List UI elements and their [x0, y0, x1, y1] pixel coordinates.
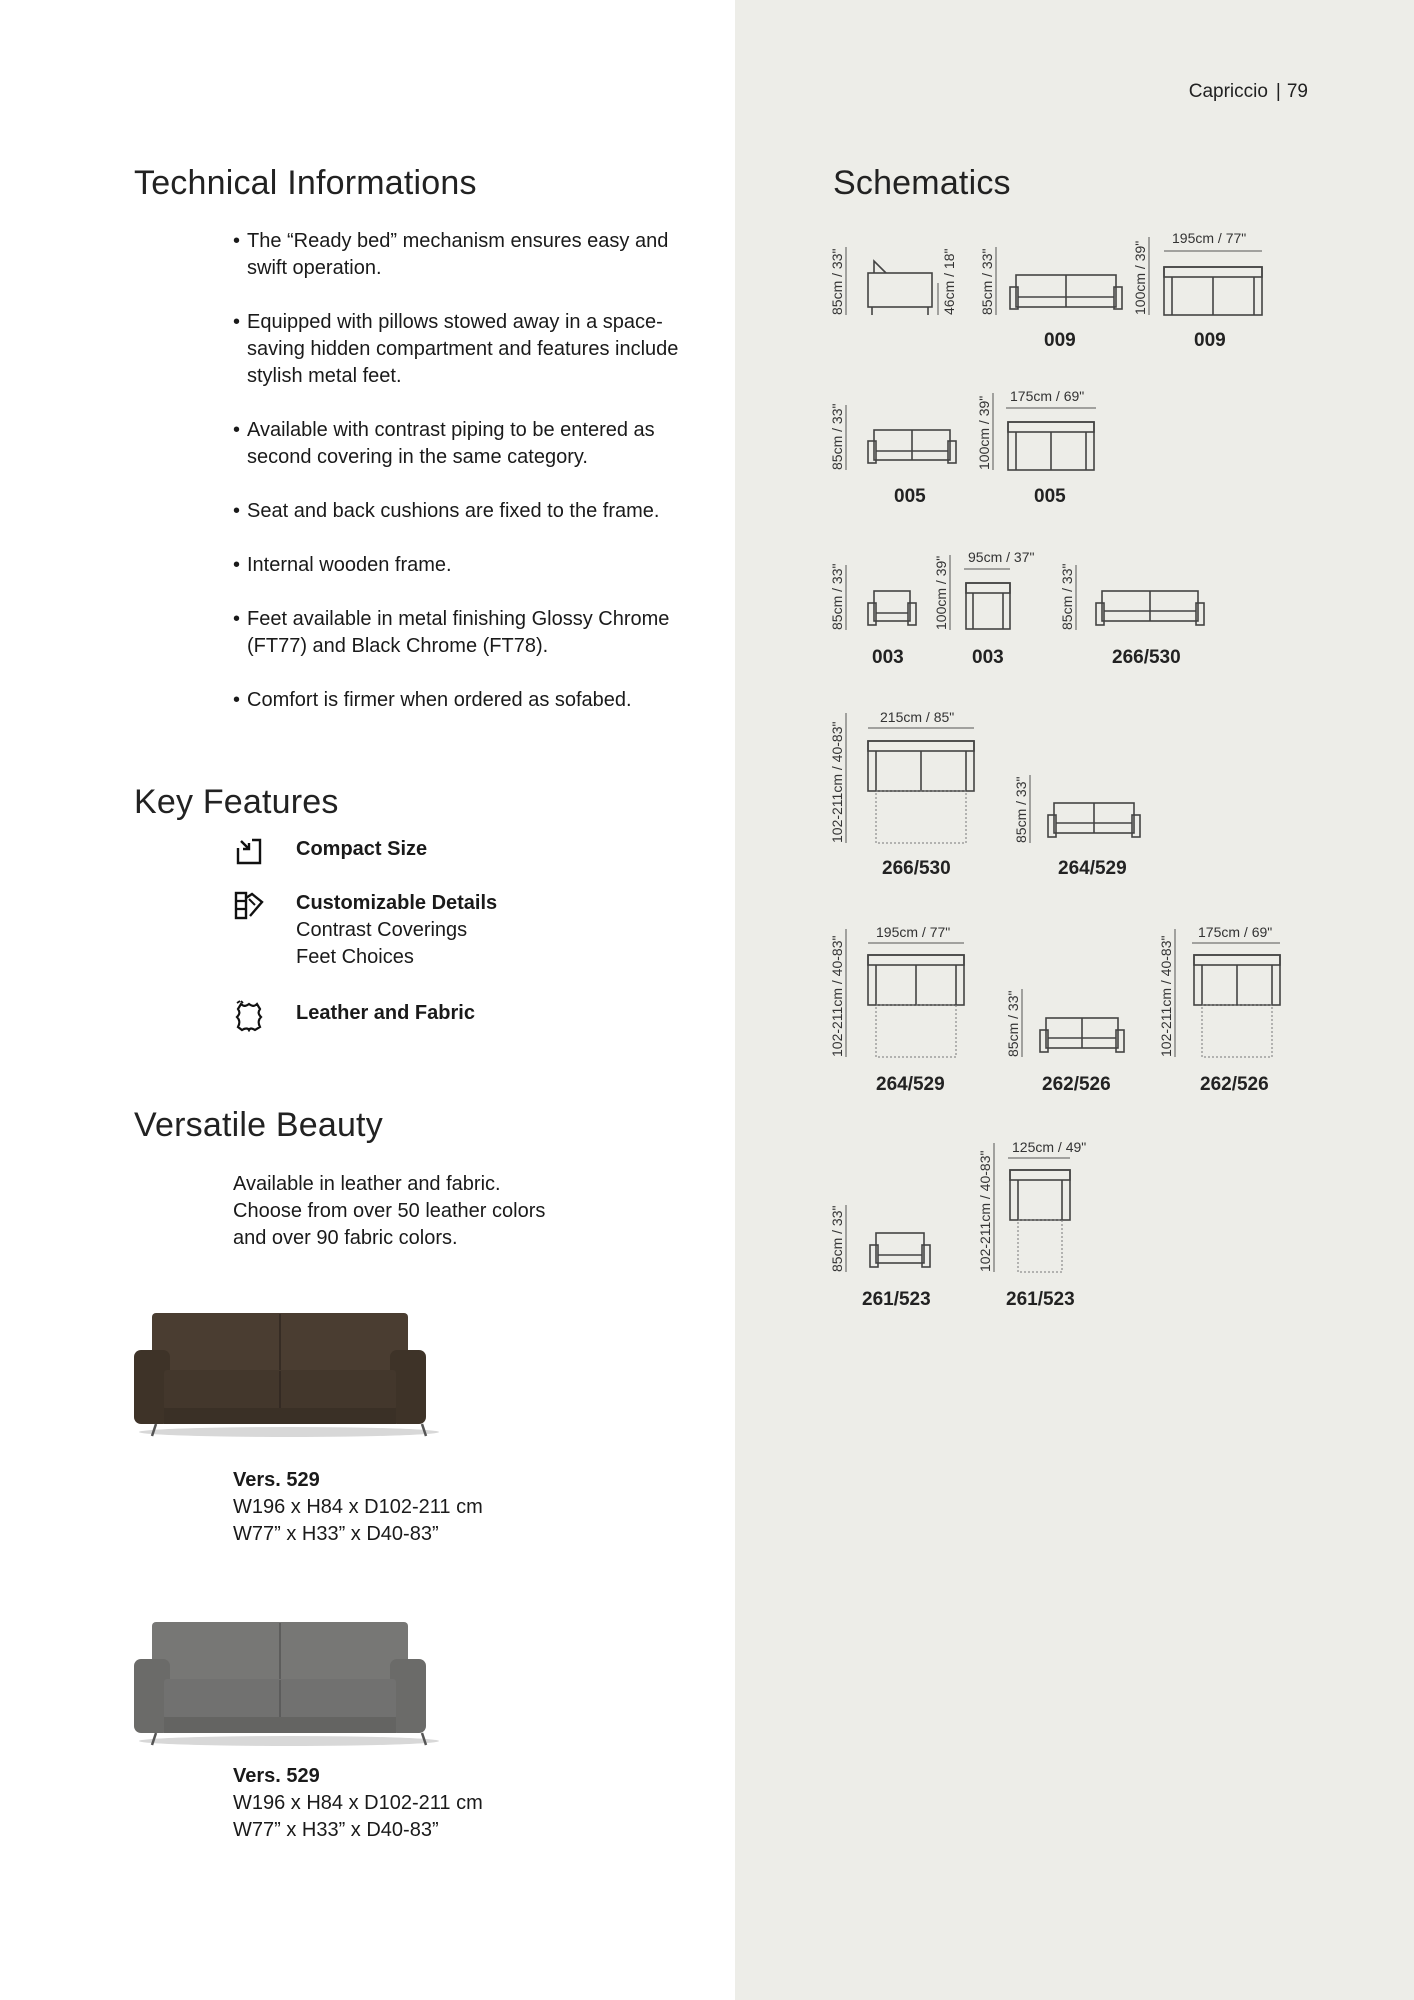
schematic-005-front	[829, 404, 956, 507]
dim-seat-height: 46cm / 18"	[941, 248, 957, 315]
schematic-262-526-front	[1005, 989, 1124, 1095]
technical-bullet-list	[233, 228, 713, 741]
dim-width: 95cm / 37"	[968, 549, 1035, 565]
dim-depth-range: 102-211cm / 40-83"	[977, 1150, 993, 1272]
product-model: Vers. 529	[233, 1469, 320, 1491]
schematic-262-526-top	[1158, 924, 1280, 1095]
compact-size-icon	[233, 836, 265, 868]
product-dimensions-cm: W196 x H84 x D102-211 cm	[233, 1496, 483, 1518]
dim-depth: 100cm / 39"	[1132, 240, 1148, 315]
dim-depth-range: 102-211cm / 40-83"	[829, 721, 845, 843]
versatile-description	[233, 1171, 653, 1252]
model-label: 262/526	[1042, 1074, 1111, 1095]
model-label: 009	[1194, 330, 1226, 351]
model-label: 261/523	[862, 1289, 931, 1310]
sofa-image-brown	[134, 1308, 444, 1438]
model-label: 264/529	[1058, 858, 1127, 879]
dim-height: 85cm / 33"	[1059, 563, 1075, 630]
page-number: 79	[1286, 81, 1308, 102]
versatile-title: Versatile Beauty	[134, 1106, 383, 1144]
product-dimensions-in: W77” x H33” x D40-83”	[233, 1819, 439, 1841]
schematic-266-530-top	[829, 709, 974, 879]
schematic-005-top	[976, 388, 1096, 507]
customizable-details-icon	[233, 890, 265, 922]
dim-height: 85cm / 33"	[1005, 990, 1021, 1057]
dim-width: 215cm / 85"	[880, 709, 955, 725]
feature-compact-size	[233, 836, 427, 868]
dim-height: 85cm / 33"	[979, 248, 995, 315]
versatile-line: and over 90 fabric colors.	[233, 1227, 458, 1249]
dim-depth-range: 102-211cm / 40-83"	[829, 935, 845, 1057]
dim-depth: 100cm / 39"	[933, 555, 949, 630]
bullet-item: • Equipped with pillows stowed away in a space-saving hidden compartment and features include stylish metal feet.	[233, 311, 679, 387]
dim-width: 125cm / 49"	[1012, 1139, 1087, 1155]
feature-title: Leather and Fabric	[296, 1002, 475, 1024]
schematic-261-523-front	[829, 1205, 931, 1310]
model-label: 003	[872, 647, 904, 668]
model-label: 266/530	[1112, 647, 1181, 668]
feature-customizable-details	[233, 890, 497, 971]
bullet-item: • Feet available in metal finishing Glossy Chrome (FT77) and Black Chrome (FT78).	[233, 608, 670, 657]
schematic-261-523-top	[977, 1139, 1086, 1310]
model-label: 005	[894, 486, 926, 507]
bullet-item: • The “Ready bed” mechanism ensures easy and swift operation.	[233, 230, 669, 279]
schematic-003-top	[933, 549, 1034, 668]
dim-height: 85cm / 33"	[1013, 776, 1029, 843]
feature-title: Customizable Details	[296, 892, 498, 914]
dim-height: 85cm / 33"	[829, 403, 845, 470]
dim-width: 195cm / 77"	[876, 924, 951, 940]
dim-width: 175cm / 69"	[1010, 388, 1085, 404]
schematics-title: Schematics	[833, 164, 1011, 202]
feature-detail: Feet Choices	[296, 946, 414, 968]
product-dimensions-in: W77” x H33” x D40-83”	[233, 1523, 439, 1545]
model-label: 261/523	[1006, 1289, 1075, 1310]
dim-depth-range: 102-211cm / 40-83"	[1158, 935, 1174, 1057]
schematics-diagram	[820, 225, 1340, 1345]
product-model: Vers. 529	[233, 1765, 320, 1787]
dim-width: 175cm / 69"	[1198, 924, 1273, 940]
schematic-264-529-top	[829, 924, 964, 1095]
model-label: 005	[1034, 486, 1066, 507]
schematic-009-front	[979, 247, 1122, 351]
key-features-title: Key Features	[134, 783, 339, 821]
schematic-266-530-front	[1059, 564, 1204, 668]
schematic-009-side	[829, 247, 957, 315]
schematic-264-529-front-a	[1013, 775, 1140, 879]
leather-fabric-icon	[233, 1000, 265, 1032]
model-label: 262/526	[1200, 1074, 1269, 1095]
feature-detail: Contrast Coverings	[296, 919, 468, 941]
bullet-item: • Comfort is firmer when ordered as sofabed.	[233, 689, 632, 711]
model-label: 264/529	[876, 1074, 945, 1095]
dim-width: 195cm / 77"	[1172, 230, 1247, 246]
sofa-image-grey	[134, 1617, 444, 1747]
product-spec	[233, 1763, 483, 1844]
page-header	[1189, 81, 1308, 103]
feature-leather-fabric	[233, 1000, 475, 1032]
bullet-item: • Seat and back cushions are fixed to the frame.	[233, 500, 660, 522]
product-spec	[233, 1467, 483, 1548]
header-separator: |	[1275, 81, 1281, 102]
dim-depth: 100cm / 39"	[976, 395, 992, 470]
schematic-009-top	[1132, 230, 1262, 351]
product-dimensions-cm: W196 x H84 x D102-211 cm	[233, 1792, 483, 1814]
dim-height: 85cm / 33"	[829, 1205, 845, 1272]
model-label: 266/530	[882, 858, 951, 879]
versatile-line: Available in leather and fabric.	[233, 1173, 501, 1195]
bullet-item: • Available with contrast piping to be entered as second covering in the same category.	[233, 419, 655, 468]
bullet-item: • Internal wooden frame.	[233, 554, 452, 576]
feature-title: Compact Size	[296, 838, 428, 860]
technical-title: Technical Informations	[134, 164, 477, 202]
model-label: 003	[972, 647, 1004, 668]
dim-height: 85cm / 33"	[829, 248, 845, 315]
model-label: 009	[1044, 330, 1076, 351]
versatile-line: Choose from over 50 leather colors	[233, 1200, 546, 1222]
schematic-003-front	[829, 564, 916, 668]
dim-height: 85cm / 33"	[829, 563, 845, 630]
collection-name: Capriccio	[1188, 81, 1268, 102]
